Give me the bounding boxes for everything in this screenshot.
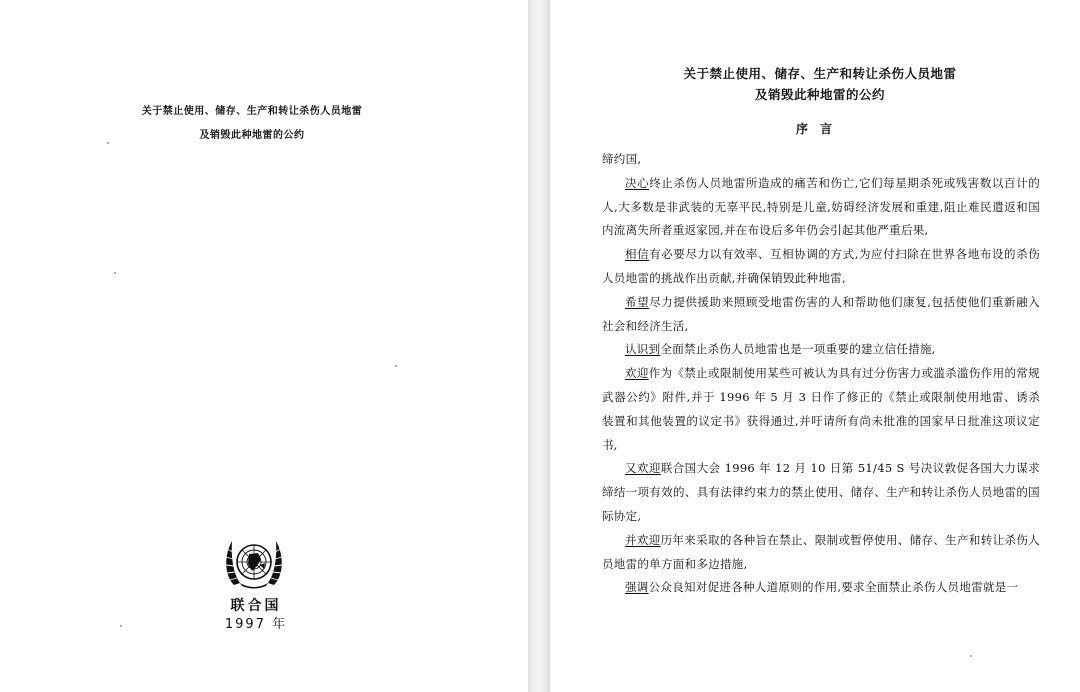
- paragraph-keyword: 认识到: [625, 342, 661, 357]
- paragraph-keyword: 希望: [625, 294, 650, 309]
- scan-speck: [395, 365, 397, 367]
- preamble-heading: 序言: [795, 122, 844, 136]
- preamble-paragraph: [602, 172, 1040, 243]
- paragraph-keyword: 欢迎: [625, 366, 649, 381]
- publisher-name: 联合国: [230, 598, 282, 614]
- preamble-paragraph: [602, 243, 1040, 291]
- publication-year: 1997 年: [224, 617, 288, 632]
- text-page: [550, 0, 1080, 692]
- salutation: 缔约国,: [602, 152, 642, 166]
- cover-title-line-2: 及销毁此种地雷的公约: [199, 130, 305, 141]
- paragraph-text: 历年来采取的各种旨在禁止、限制或暂停使用、储存、生产和转让杀伤人员地雷的单方面和多边措施,: [602, 532, 1040, 571]
- paragraph-keyword: 并欢迎: [625, 532, 661, 547]
- preamble-paragraph: [602, 576, 1040, 600]
- un-emblem-icon: [222, 535, 286, 591]
- preamble-paragraph: [602, 362, 1040, 457]
- preamble-paragraph: [602, 338, 1040, 362]
- document-title-line-2: 及销毁此种地雷的公约: [754, 87, 885, 102]
- paragraph-text: 终止杀伤人员地雷所造成的痛苦和伤亡,它们每星期杀死或残害数以百计的人,大多数是非武装的无辜平民,特别是儿童,妨碍经济发展和重建,阻止难民遣返和国内流离失所者重返家园,并在布设后多年仍会引起其他严重后果,: [602, 175, 1040, 238]
- preamble-paragraph: [602, 457, 1040, 528]
- paragraph-keyword: 又欢迎: [625, 461, 661, 476]
- paragraph-text: 联合国大会 1996 年 12 月 10 日第 51/45 S 号决议敦促各国大力谋求缔结一项有效的、具有法律约束力的禁止使用、储存、生产和转让杀伤人员地雷的国际协定,: [602, 461, 1040, 523]
- preamble-paragraph: [602, 291, 1040, 339]
- scan-speck: [970, 655, 972, 657]
- scan-speck: [114, 272, 116, 274]
- paragraph-keyword: 决心: [625, 175, 650, 190]
- document-title-line-1: 关于禁止使用、储存、生产和转让杀伤人员地雷: [683, 66, 957, 81]
- paragraph-text: 作为《禁止或限制使用某些可被认为具有过分伤害力或滥杀滥伤作用的常规武器公约》附件,并于 1996 年 5 月 3 日作了修正的《禁止或限制使用地雷、诱杀装置和其他装置的议定书》获得通过,并吁请所有尚未批准的国家早日批准这项议定书,: [602, 366, 1040, 452]
- page-gutter: [528, 0, 550, 692]
- paragraph-text: 公众良知对促进各种人道原则的作用,要求全面禁止杀伤人员地雷就是一: [648, 580, 1019, 595]
- cover-title-line-1: 关于禁止使用、储存、生产和转让杀伤人员地雷: [141, 106, 363, 117]
- preamble-paragraph: [602, 529, 1040, 577]
- paragraph-text: 全面禁止杀伤人员地雷也是一项重要的建立信任措施,: [660, 342, 936, 357]
- paragraph-text: 尽力提供援助来照顾受地雷伤害的人和帮助他们康复,包括使他们重新融入社会和经济生活,: [602, 294, 1040, 333]
- cover-page: [0, 0, 528, 692]
- preamble-body: [602, 148, 1040, 600]
- paragraph-keyword: 相信: [625, 247, 650, 262]
- paragraph-keyword: 强调: [625, 580, 649, 595]
- paragraph-text: 有必要尽力以有效率、互相协调的方式,为应付扫除在世界各地布设的杀伤人员地雷的挑战作出贡献,并确保销毁此种地雷,: [602, 247, 1040, 285]
- scan-speck: [107, 142, 109, 144]
- scan-speck: [120, 625, 122, 627]
